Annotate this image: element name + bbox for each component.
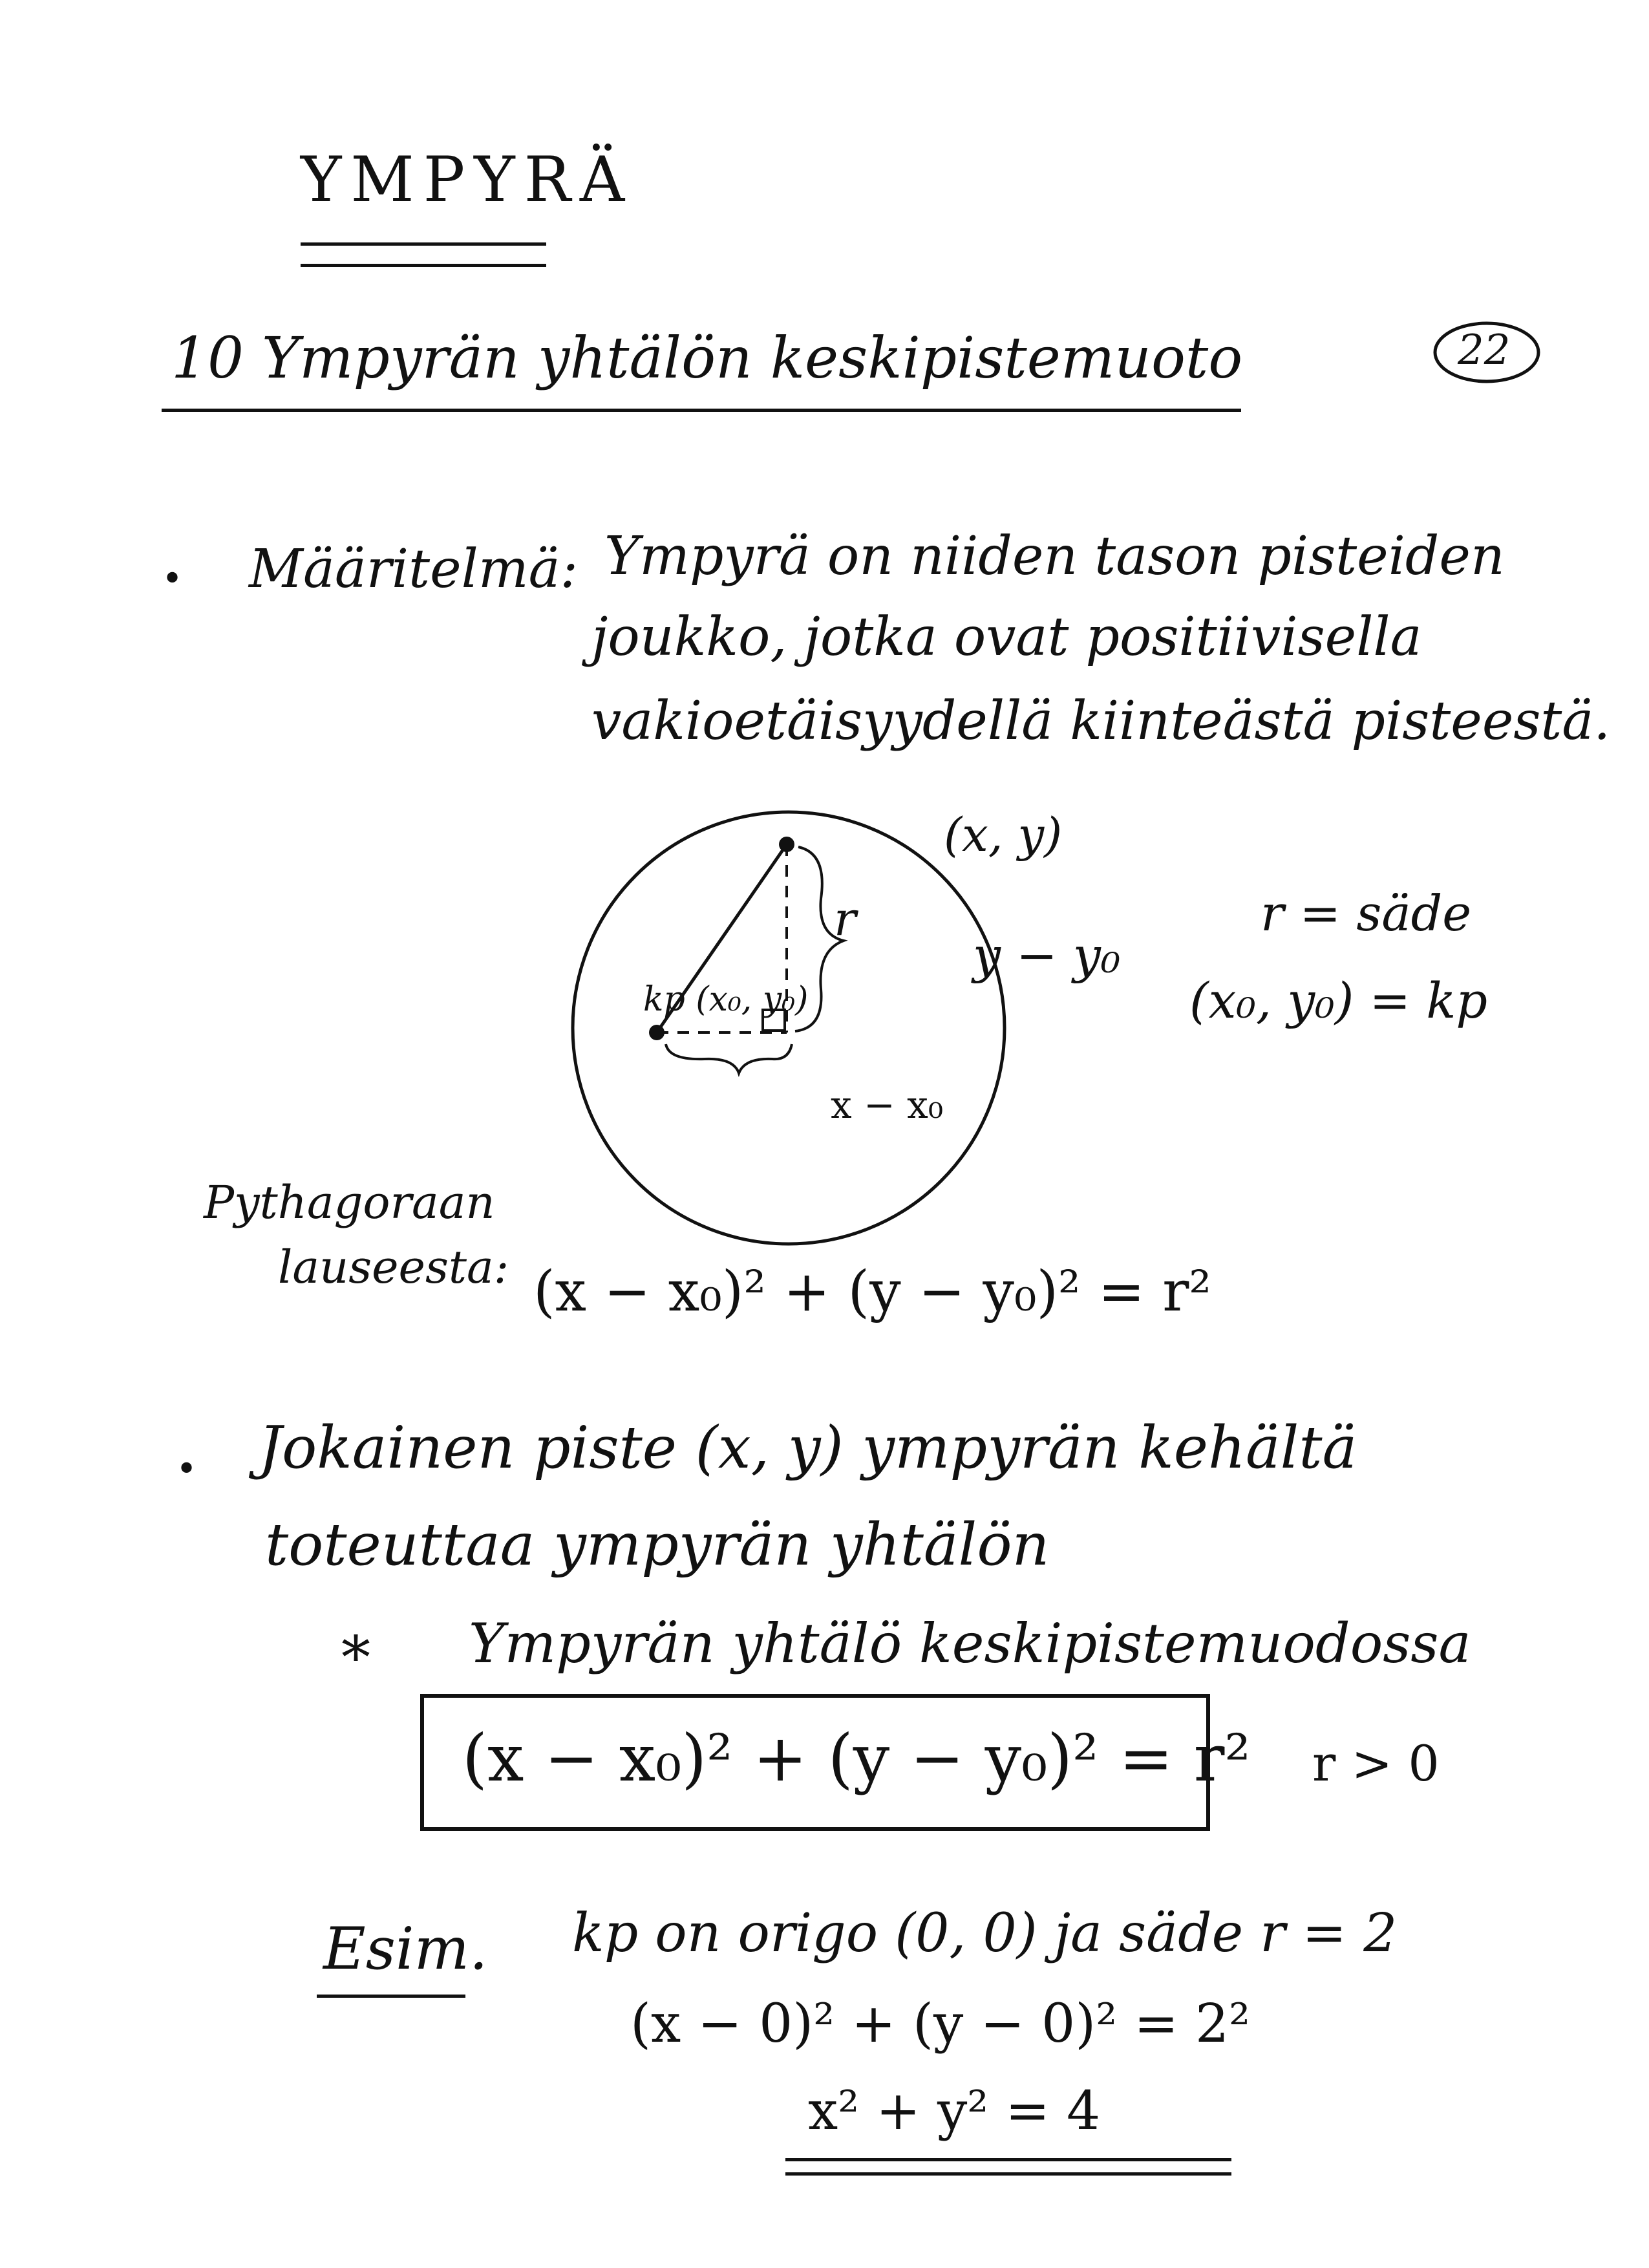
pythagoras-label-2: lauseesta: bbox=[278, 1241, 509, 1294]
example-underline bbox=[317, 1995, 465, 1998]
example-statement: kp on origo (0, 0) ja säde r = 2 bbox=[572, 1903, 1398, 1964]
title-underline-1 bbox=[301, 242, 546, 246]
radius-label: r bbox=[834, 892, 856, 946]
legend-center: (x₀, y₀) = kp bbox=[1189, 972, 1488, 1029]
title-underline-2 bbox=[301, 264, 546, 267]
point-xy-label: (x, y) bbox=[944, 808, 1063, 862]
circle-outline bbox=[573, 812, 1005, 1244]
definition-label: Määritelmä: bbox=[249, 539, 579, 600]
section-heading: 10 Ympyrän yhtälön keskipistemuoto bbox=[171, 325, 1243, 391]
pythagoras-equation: (x − x₀)² + (y − y₀)² = r² bbox=[533, 1259, 1211, 1324]
result-underline-2 bbox=[785, 2172, 1231, 2176]
example-equation-1: (x − 0)² + (y − 0)² = 2² bbox=[630, 1993, 1251, 2055]
result-underline-1 bbox=[785, 2158, 1231, 2161]
every-point-bullet: • bbox=[176, 1448, 198, 1490]
legend-radius: r = säde bbox=[1261, 884, 1472, 942]
center-form-title: Ympyrän yhtälö keskipistemuodossa bbox=[469, 1612, 1471, 1675]
center-form-star: * bbox=[341, 1624, 370, 1692]
horizontal-leg-label: x − x₀ bbox=[831, 1083, 944, 1127]
every-point-line-2: toteuttaa ympyrän yhtälön bbox=[265, 1511, 1050, 1579]
section-underline bbox=[162, 409, 1241, 412]
every-point-line-1: Jokainen piste (x, y) ympyrän kehältä bbox=[259, 1414, 1357, 1482]
definition-line-3: vakioetäisyydellä kiinteästä pisteestä. bbox=[591, 690, 1611, 752]
condition-r-positive: r > 0 bbox=[1312, 1735, 1440, 1792]
center-label: kp (x₀, y₀) bbox=[643, 980, 809, 1019]
definition-bullet: • bbox=[162, 558, 184, 600]
example-equation-2: x² + y² = 4 bbox=[808, 2081, 1101, 2142]
horizontal-brace bbox=[666, 1044, 792, 1073]
page-title: YMPYRÄ bbox=[301, 144, 634, 216]
circle-diagram bbox=[556, 795, 1021, 1261]
definition-line-2: joukko, jotka ovat positiivisella bbox=[591, 606, 1422, 668]
example-label: Esim. bbox=[323, 1915, 488, 1983]
definition-line-1: Ympyrä on niiden tason pisteiden bbox=[604, 526, 1505, 587]
page-number: 22 bbox=[1458, 326, 1511, 374]
center-form-equation: (x − x₀)² + (y − y₀)² = r² bbox=[462, 1720, 1251, 1796]
point-xy-dot bbox=[779, 837, 794, 852]
pythagoras-label-1: Pythagoraan bbox=[204, 1176, 495, 1229]
vertical-leg-label: y − y₀ bbox=[973, 926, 1121, 984]
center-dot bbox=[649, 1025, 665, 1040]
